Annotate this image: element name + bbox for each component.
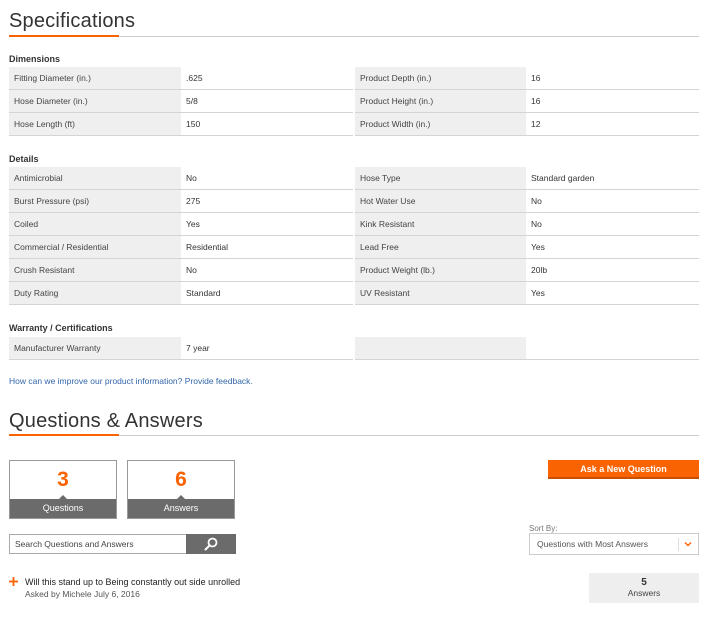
spec-label: Hose Type: [355, 167, 526, 190]
spec-label: Commercial / Residential: [9, 236, 181, 259]
spec-label: UV Resistant: [355, 282, 526, 305]
questions-count: 3: [57, 468, 69, 491]
ask-new-question-button[interactable]: Ask a New Question: [548, 460, 699, 479]
dimensions-table: [9, 67, 699, 136]
spec-value: 150: [181, 113, 353, 136]
spec-label: Product Weight (lb.): [355, 259, 526, 282]
questions-count-box[interactable]: [9, 460, 117, 519]
group-label-warranty: Warranty / Certifications: [9, 323, 113, 333]
spec-label: Antimicrobial: [9, 167, 181, 190]
answer-count: 5: [641, 577, 647, 588]
warranty-table: [9, 337, 699, 360]
questions-count-label: Questions: [10, 499, 116, 518]
spec-label: Hot Water Use: [355, 190, 526, 213]
table-row: [9, 213, 699, 236]
spec-label: Hose Length (ft): [9, 113, 181, 136]
sort-label: Sort By:: [529, 524, 558, 533]
answer-count-box[interactable]: [589, 573, 699, 603]
spec-label: Duty Rating: [9, 282, 181, 305]
qa-search: [9, 534, 236, 554]
table-row: [9, 282, 699, 305]
question-meta: Asked by Michele July 6, 2016: [25, 589, 140, 599]
spec-value: No: [181, 259, 353, 282]
plus-icon[interactable]: [9, 577, 18, 586]
spec-label: Manufacturer Warranty: [9, 337, 181, 360]
qa-underline: [9, 434, 119, 436]
spec-value: No: [526, 213, 699, 236]
spec-value: 16: [526, 90, 699, 113]
specifications-underline: [9, 35, 119, 37]
spec-value: Yes: [526, 282, 699, 305]
search-button[interactable]: [186, 534, 236, 554]
sort-select[interactable]: [529, 533, 699, 555]
spec-label: Product Height (in.): [355, 90, 526, 113]
spec-value: 275: [181, 190, 353, 213]
answers-count-box[interactable]: [127, 460, 235, 519]
spec-value: Residential: [181, 236, 353, 259]
spec-value: 12: [526, 113, 699, 136]
spec-value: [526, 337, 699, 360]
specifications-title: Specifications: [9, 10, 136, 32]
spec-value: .625: [181, 67, 353, 90]
list-item: [9, 576, 699, 606]
spec-label: Kink Resistant: [355, 213, 526, 236]
spec-value: 5/8: [181, 90, 353, 113]
table-row: [9, 236, 699, 259]
search-input[interactable]: [9, 534, 186, 554]
spec-value: Standard: [181, 282, 353, 305]
spec-value: Yes: [526, 236, 699, 259]
spec-label: Burst Pressure (psi): [9, 190, 181, 213]
spec-value: No: [181, 167, 353, 190]
spec-label: Hose Diameter (in.): [9, 90, 181, 113]
spec-value: 7 year: [181, 337, 353, 360]
qa-title: Questions & Answers: [9, 410, 203, 432]
spec-label: Coiled: [9, 213, 181, 236]
question-text[interactable]: Will this stand up to Being constantly out side unrolled: [25, 577, 241, 587]
spec-value: Yes: [181, 213, 353, 236]
chevron-down-icon: [683, 538, 693, 550]
spec-label: Product Width (in.): [355, 113, 526, 136]
table-row: [9, 259, 699, 282]
group-label-dimensions: Dimensions: [9, 54, 61, 64]
sort-divider: [678, 538, 679, 551]
group-label-details: Details: [9, 154, 39, 164]
answer-count-label: Answers: [627, 588, 661, 598]
spec-value: Standard garden: [526, 167, 699, 190]
search-icon: [204, 537, 218, 551]
spec-label: Crush Resistant: [9, 259, 181, 282]
spec-value: No: [526, 190, 699, 213]
spec-label: Lead Free: [355, 236, 526, 259]
feedback-link[interactable]: How can we improve our product information? Provide feedback.: [9, 376, 253, 386]
spec-label: Product Depth (in.): [355, 67, 526, 90]
answers-count: 6: [175, 468, 187, 491]
spec-label: Fitting Diameter (in.): [9, 67, 181, 90]
spec-value: 20lb: [526, 259, 699, 282]
table-row: [9, 190, 699, 213]
table-row: [9, 337, 699, 360]
table-row: [9, 90, 699, 113]
table-row: [9, 113, 699, 136]
spec-label: [355, 337, 526, 360]
details-table: [9, 167, 699, 305]
table-row: [9, 167, 699, 190]
answers-count-label: Answers: [128, 499, 234, 518]
spec-value: 16: [526, 67, 699, 90]
table-row: [9, 67, 699, 90]
sort-selected-value: Questions with Most Answers: [537, 539, 649, 549]
